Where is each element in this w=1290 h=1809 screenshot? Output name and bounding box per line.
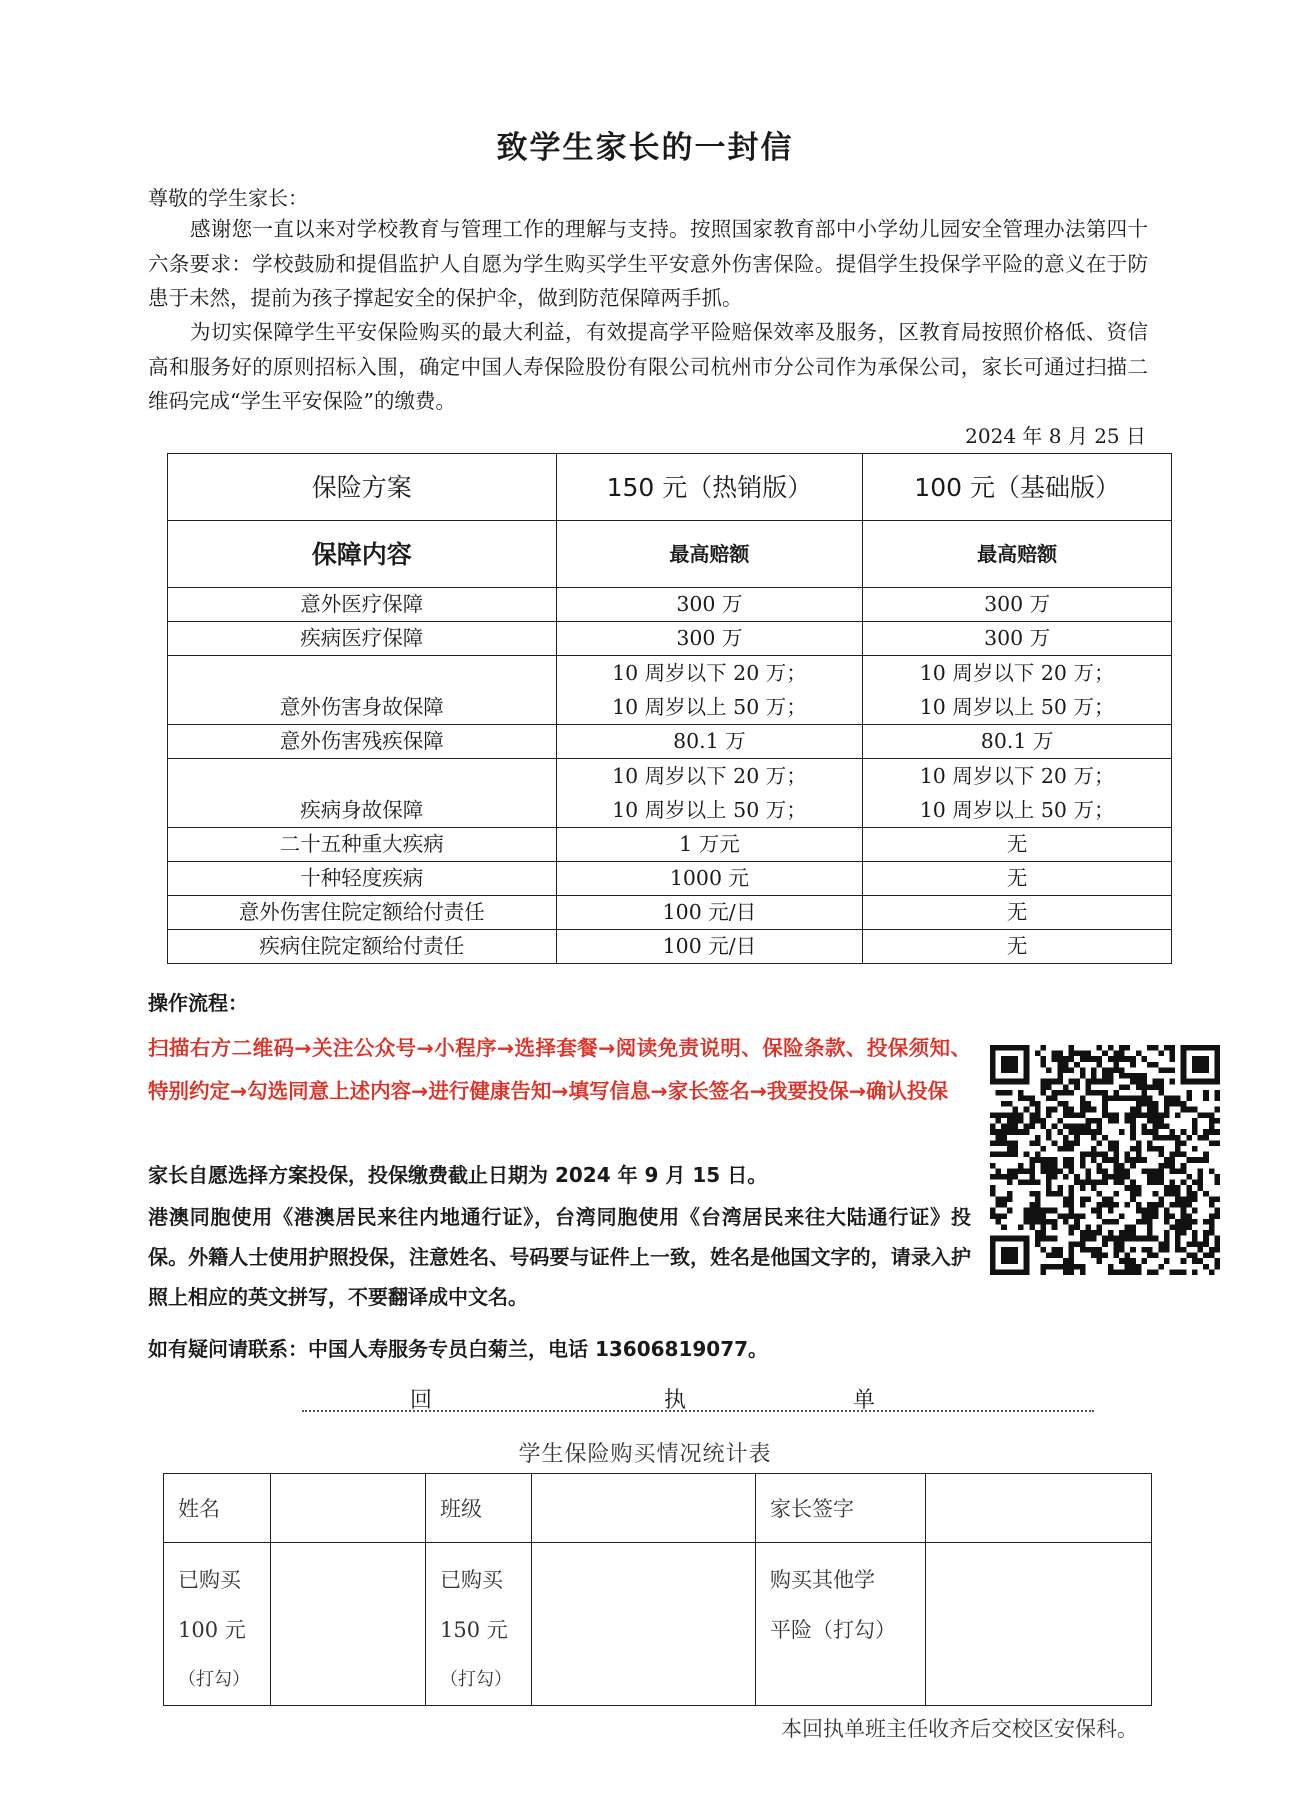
label-line: （打勾）	[178, 1669, 250, 1690]
paragraph-2: 为切实保障学生平安保险购买的最大利益，有效提高学平险赔保效率及服务，区教育局按照价格低、资信高和服务好的原则招标入围，确定中国人寿保险股份有限公司杭州市分公司作为承保公司，家长可通过扫描二维码完成“学生平安保险”的缴费。	[148, 320, 1148, 413]
table-header-row	[168, 454, 1172, 521]
statistics-table-title: 学生保险购买情况统计表	[518, 1442, 772, 1467]
table-row	[168, 930, 1172, 964]
plan100-value: 300 万	[863, 588, 1172, 622]
signature-field[interactable]	[926, 1474, 1152, 1543]
label-line: 100 元	[178, 1618, 246, 1642]
plan150-value: 1 万元	[556, 828, 863, 862]
operations-title: 操作流程：	[148, 991, 248, 1015]
table-row	[164, 1543, 1152, 1706]
receipt-char: 回	[410, 1388, 433, 1413]
bought100-label	[164, 1543, 271, 1706]
deadline-note: 家长自愿选择方案投保，投保缴费截止日期为 2024 年 9 月 15 日。	[148, 1163, 768, 1187]
plan100-value: 无	[863, 896, 1172, 930]
table-row	[168, 622, 1172, 656]
plan150-value: 300 万	[556, 588, 863, 622]
label-line: 平险（打勾）	[770, 1618, 896, 1642]
label-line: 购买其他学	[770, 1568, 875, 1592]
plan100-value: 无	[863, 828, 1172, 862]
value-line: 10 周岁以上 50 万；	[612, 798, 807, 822]
value-line: 10 周岁以上 50 万；	[612, 695, 807, 719]
insurance-plan-table	[167, 453, 1172, 964]
value-line: 10 周岁以下 20 万；	[919, 764, 1115, 788]
plan150-value: 100 元/日	[556, 896, 863, 930]
plan150-value	[556, 656, 863, 725]
plan150-value: 100 元/日	[556, 930, 863, 964]
signature-label: 家长签字	[756, 1474, 926, 1543]
receipt-footnote: 本回执单班主任收齐后交校区安保科。	[781, 1717, 1138, 1741]
table-row	[164, 1474, 1152, 1543]
table-row	[168, 656, 1172, 725]
id-document-note: 港澳同胞使用《港澳居民来往内地通行证》，台湾同胞使用《台湾居民来往大陆通行证》投保。外籍人士使用护照投保，注意姓名、号码要与证件上一致，姓名是他国文字的，请录入护照上相应的英文拼写，不要翻译成中文名。	[148, 1205, 971, 1309]
label-line: 150 元	[440, 1618, 508, 1642]
operation-steps: 扫描右方二维码→关注公众号→小程序→选择套餐→阅读免责说明、保险条款、投保须知、特别约定→勾选同意上述内容→进行健康告知→填写信息→家长签名→我要投保→确认投保	[148, 1036, 971, 1103]
receipt-char: 单	[853, 1388, 876, 1413]
table-row	[168, 588, 1172, 622]
subheader-cell: 最高赔额	[556, 521, 863, 588]
page-title: 致学生家长的一封信	[496, 130, 794, 166]
plan100-value: 80.1 万	[863, 725, 1172, 759]
coverage-item: 疾病医疗保障	[168, 622, 557, 656]
table-row	[168, 896, 1172, 930]
plan150-value: 300 万	[556, 622, 863, 656]
label-line: 已购买	[440, 1568, 503, 1592]
table-row	[168, 828, 1172, 862]
table-subheader-row	[168, 521, 1172, 588]
plan150-value	[556, 759, 863, 828]
table-row	[168, 725, 1172, 759]
value-line: 10 周岁以下 20 万；	[612, 764, 807, 788]
coverage-item: 疾病身故保障	[168, 759, 557, 828]
coverage-item: 意外伤害身故保障	[168, 656, 557, 725]
label-line: （打勾）	[440, 1669, 512, 1690]
class-label: 班级	[426, 1474, 532, 1543]
value-line: 10 周岁以下 20 万；	[919, 661, 1115, 685]
table-row	[168, 759, 1172, 828]
receipt-table	[163, 1473, 1152, 1706]
plan150-value: 80.1 万	[556, 725, 863, 759]
header-cell: 100 元（基础版）	[863, 454, 1172, 521]
salutation: 尊敬的学生家长：	[148, 186, 308, 210]
other-insurance-checkbox[interactable]	[926, 1543, 1152, 1706]
plan150-value: 1000 元	[556, 862, 863, 896]
plan100-value: 无	[863, 930, 1172, 964]
paragraph-1: 感谢您一直以来对学校教育与管理工作的理解与支持。按照国家教育部中小学幼儿园安全管理办法第四十六条要求：学校鼓励和提倡监护人自愿为学生购买学生平安意外伤害保险。提倡学生投保学平险的意义在于防患于未然，提前为孩子撑起安全的保护伞，做到防范保障两手抓。	[148, 217, 1148, 310]
subheader-cell: 最高赔额	[863, 521, 1172, 588]
header-cell: 150 元（热销版）	[556, 454, 863, 521]
bought150-checkbox[interactable]	[532, 1543, 756, 1706]
coverage-item: 意外医疗保障	[168, 588, 557, 622]
table-row	[168, 862, 1172, 896]
letter-date: 2024 年 8 月 25 日	[965, 424, 1146, 448]
plan100-value: 300 万	[863, 622, 1172, 656]
value-line: 10 周岁以上 50 万；	[919, 695, 1115, 719]
class-field[interactable]	[532, 1474, 756, 1543]
value-line: 10 周岁以下 20 万；	[612, 661, 807, 685]
bought100-checkbox[interactable]	[271, 1543, 426, 1706]
receipt-char: 执	[664, 1388, 687, 1413]
name-field[interactable]	[271, 1474, 426, 1543]
value-line: 10 周岁以上 50 万；	[919, 798, 1115, 822]
plan100-value	[863, 656, 1172, 725]
coverage-item: 二十五种重大疾病	[168, 828, 557, 862]
subheader-cell: 保障内容	[168, 521, 557, 588]
name-label: 姓名	[164, 1474, 271, 1543]
coverage-item: 意外伤害住院定额给付责任	[168, 896, 557, 930]
qr-code-icon[interactable]	[990, 1045, 1220, 1275]
plan100-value	[863, 759, 1172, 828]
coverage-item: 十种轻度疾病	[168, 862, 557, 896]
plan100-value: 无	[863, 862, 1172, 896]
header-cell: 保险方案	[168, 454, 557, 521]
coverage-item: 意外伤害残疾保障	[168, 725, 557, 759]
contact-info: 如有疑问请联系：中国人寿服务专员白菊兰，电话 13606819077。	[148, 1337, 769, 1361]
coverage-item: 疾病住院定额给付责任	[168, 930, 557, 964]
other-insurance-label	[756, 1543, 926, 1706]
label-line: 已购买	[178, 1568, 241, 1592]
bought150-label	[426, 1543, 532, 1706]
